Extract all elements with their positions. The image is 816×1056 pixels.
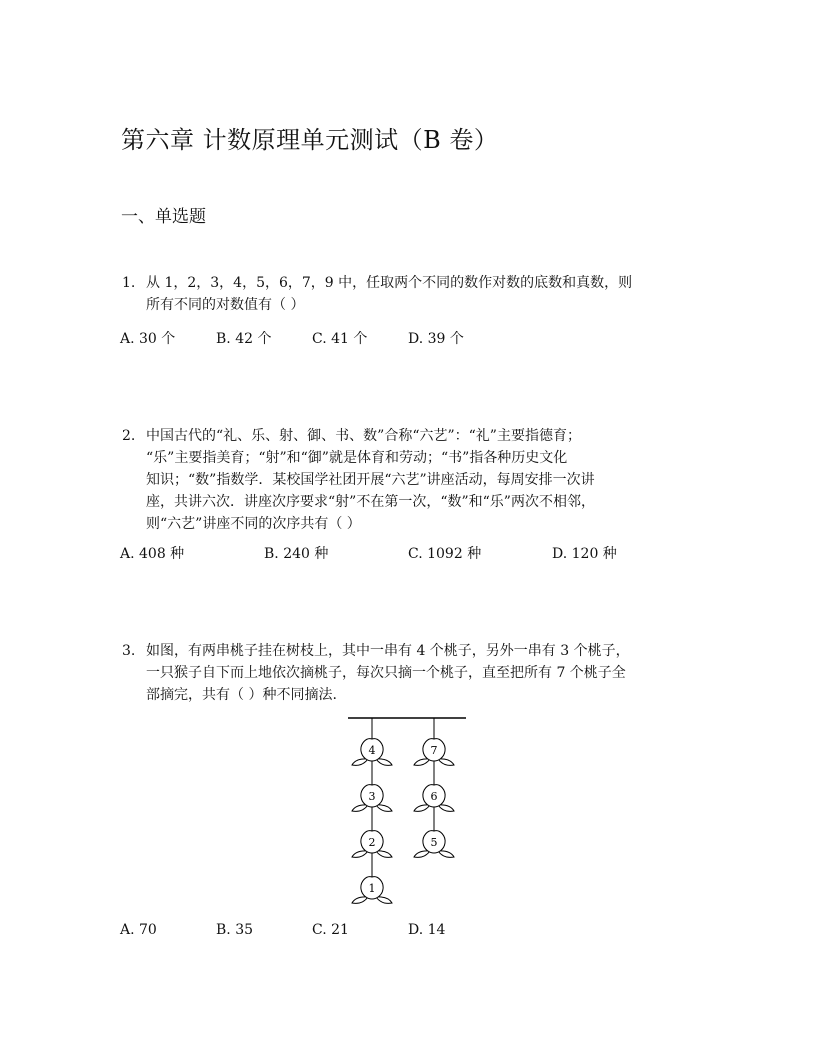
question-1: [122, 272, 722, 322]
peach-number: 5: [430, 836, 438, 849]
leaf-icon: [376, 805, 392, 812]
peach-number: 2: [368, 836, 376, 849]
question-number: 1.: [122, 275, 136, 291]
question-3: [122, 640, 722, 710]
leaf-icon: [352, 805, 368, 812]
option-c[interactable]: C. 1092 种: [408, 546, 482, 562]
answer-options-3: [120, 922, 720, 944]
leaf-icon: [376, 897, 392, 904]
leaf-icon: [352, 759, 368, 766]
question-line: 部摘完，共有（ ）种不同摘法.: [146, 687, 337, 703]
option-b[interactable]: B. 35: [216, 922, 254, 938]
answer-options-1: [120, 328, 720, 350]
option-a[interactable]: A. 70: [120, 922, 157, 938]
option-a[interactable]: A. 30 个: [120, 331, 176, 347]
leaf-icon: [352, 851, 368, 858]
leaf-icon: [438, 851, 454, 858]
question-stem: [146, 272, 706, 316]
peach-number: 3: [368, 790, 376, 803]
question-line: 一只猴子自下而上地依次摘桃子，每次只摘一个桃子，直至把所有 7 个桃子全: [146, 665, 626, 681]
option-c[interactable]: C. 21: [312, 922, 349, 938]
leaf-icon: [414, 851, 430, 858]
question-line: 中国古代的“礼、乐、射、御、书、数”合称“六艺”：“礼”主要指德育；: [146, 428, 581, 444]
option-d[interactable]: D. 120 种: [552, 546, 617, 562]
peaches: [352, 739, 454, 904]
question-2: [122, 425, 722, 537]
leaf-icon: [352, 897, 368, 904]
question-line: 所有不同的对数值有（ ）: [146, 297, 305, 313]
question-line: 座，共讲六次．讲座次序要求“射”不在第一次，“数”和“乐”两次不相邻，: [146, 494, 595, 510]
peach-number: 6: [430, 790, 438, 803]
peach: [352, 877, 392, 904]
option-c[interactable]: C. 41 个: [312, 331, 368, 347]
question-line: “乐”主要指美育；“射”和“御”就是体育和劳动；“书”指各种历史文化: [146, 450, 568, 466]
peach-number: 1: [368, 882, 376, 895]
peach: [414, 785, 454, 812]
peach: [352, 785, 392, 812]
leaf-icon: [438, 759, 454, 766]
leaf-icon: [438, 805, 454, 812]
leaf-icon: [414, 759, 430, 766]
question-number: 3.: [122, 643, 136, 659]
question-line: 则“六艺”讲座不同的次序共有（ ）: [146, 516, 361, 532]
option-a[interactable]: A. 408 种: [120, 546, 185, 562]
leaf-icon: [376, 759, 392, 766]
option-d[interactable]: D. 39 个: [408, 331, 464, 347]
peach: [352, 831, 392, 858]
question-line: 如图，有两串桃子挂在树枝上，其中一串有 4 个桃子，另外一串有 3 个桃子，: [146, 643, 630, 659]
peach-tree-figure: [340, 712, 476, 912]
question-line: 知识；“数”指数学．某校国学社团开展“六艺”讲座活动，每周安排一次讲: [146, 472, 595, 488]
option-d[interactable]: D. 14: [408, 922, 446, 938]
peach: [414, 831, 454, 858]
page-title: 第六章 计数原理单元测试（B 卷）: [121, 126, 499, 154]
question-number: 2.: [122, 428, 136, 444]
question-line: 从 1，2，3，4，5，6，7，9 中，任取两个不同的数作对数的底数和真数，则: [146, 275, 633, 291]
section-heading: 一、单选题: [121, 207, 206, 227]
option-b[interactable]: B. 240 种: [264, 546, 329, 562]
option-b[interactable]: B. 42 个: [216, 331, 272, 347]
leaf-icon: [376, 851, 392, 858]
leaf-icon: [414, 805, 430, 812]
peach-number: 4: [368, 744, 376, 757]
peach: [414, 739, 454, 766]
peach-number: 7: [430, 744, 438, 757]
peach: [352, 739, 392, 766]
answer-options-2: [120, 543, 720, 565]
question-stem: [146, 425, 706, 535]
question-stem: [146, 640, 706, 706]
